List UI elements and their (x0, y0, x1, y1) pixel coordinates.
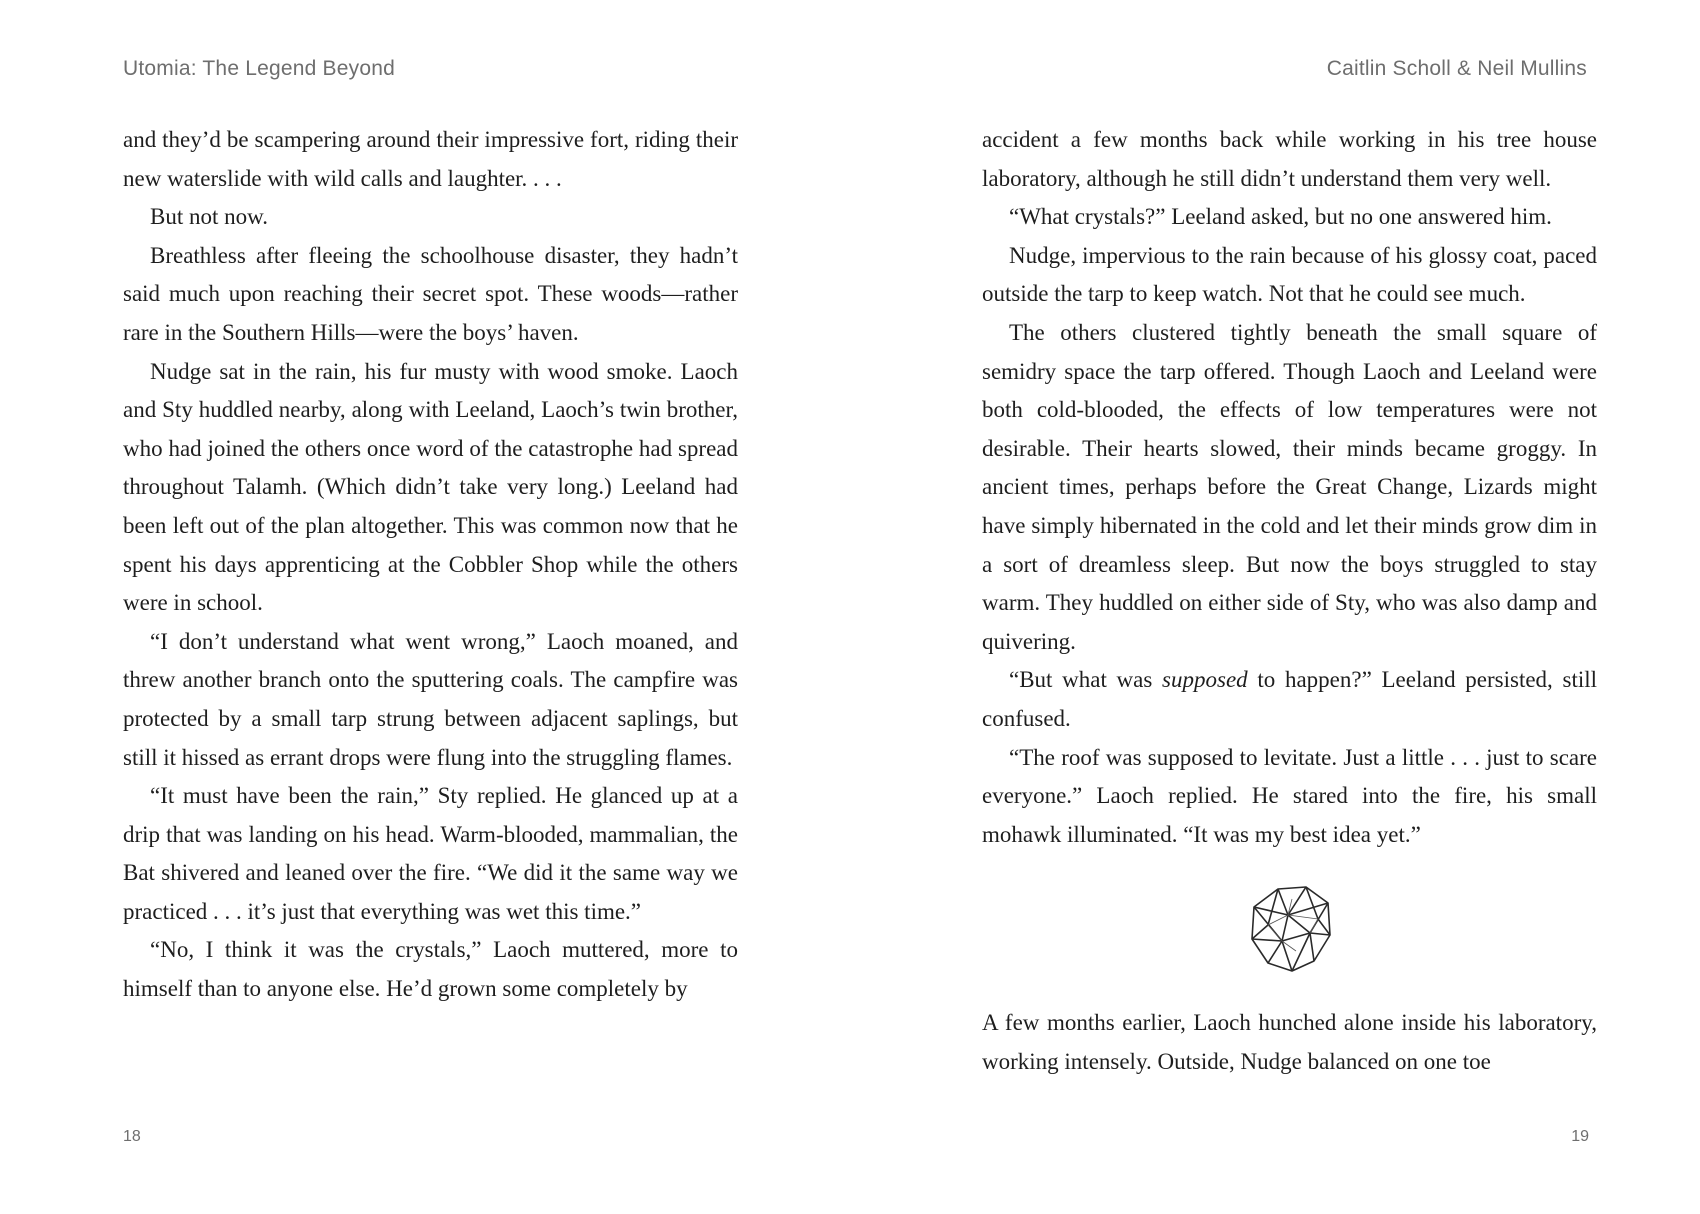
running-head-title: Utomia: The Legend Beyond (123, 57, 395, 80)
paragraph: “What crystals?” Leeland asked, but no one answered him. (1009, 204, 1552, 230)
paragraph: The others clustered tightly beneath the small square of semidry space the tarp offered. Though Laoch and Leeland were both cold-blooded, the effects of low temperatures were not desirable. Their hearts slowed, their minds became groggy. In ancient times, perhaps before the Great Change, Lizards might have simply hibernated in the cold and let their minds grow dim in a sort of dreamless sleep. But now the boys struggled to stay warm. They huddled on either side of Sty, who was also damp and quivering. (982, 319, 1597, 654)
text-run: to happen?” Leeland persisted, still confused. (982, 667, 1598, 731)
italic-text: supposed (1162, 667, 1248, 693)
paragraph: “The roof was supposed to levitate. Just a little . . . just to scare everyone.” Laoch replied. He stared into the fire, his small mohawk illuminated. “It was my best idea yet.” (982, 744, 1597, 847)
paragraph: “I don’t understand what went wrong,” Laoch moaned, and threw another branch onto the sputtering coals. The campfire was protected by a small tarp strung between adjacent saplings, but still it hissed as errant drops were flung into the struggling flames. (123, 628, 738, 770)
paragraph: “No, I think it was the crystals,” Laoch muttered, more to himself than to anyone else. He’d grown some completely by (123, 937, 738, 1002)
paragraph: and they’d be scampering around their impressive fort, riding their new waterslide with wild calls and laughter. . . . (123, 127, 738, 191)
right-page-text (982, 121, 1597, 1081)
page-number: 18 (123, 1128, 141, 1145)
paragraph: But not now. (150, 204, 268, 230)
paragraph (982, 661, 1597, 738)
paragraph: “It must have been the rain,” Sty replied. He glanced up at a drip that was landing on his head. Warm-blooded, mammalian, the Bat shivered and leaned over the fire. “We did it the same way we practiced . . . it’s just that everything was wet this time.” (123, 783, 738, 924)
text-run: “But what was (1009, 667, 1163, 693)
paragraph: accident a few months back while working in his tree house laboratory, although he still didn’t understand them very well. (982, 127, 1597, 191)
crystal-icon (1248, 885, 1332, 973)
paragraph: Nudge, impervious to the rain because of his glossy coat, paced outside the tarp to keep watch. Not that he could see much. (982, 242, 1597, 307)
right-page (850, 0, 1700, 1214)
running-head-authors: Caitlin Scholl & Neil Mullins (1326, 57, 1587, 80)
paragraph: Nudge sat in the rain, his fur musty with wood smoke. Laoch and Sty huddled nearby, along with Leeland, Laoch’s twin brother, who had joined the others once word of the catastrophe had spread throughout Talamh. (Which didn’t take very long.) Leeland had been left out of the plan altogether. This was common now that he spent his days apprenticing at the Cobbler Shop while the others were in school. (123, 358, 738, 616)
page-number: 19 (1571, 1128, 1589, 1145)
paragraph: Breathless after fleeing the schoolhouse disaster, they hadn’t said much upon reaching their secret spot. These woods—rather rare in the Southern Hills—were the boys’ haven. (123, 242, 738, 345)
left-page-text (123, 121, 738, 1009)
paragraph: A few months earlier, Laoch hunched alone inside his laboratory, working intensely. Outside, Nudge balanced on one toe (982, 1010, 1597, 1074)
section-break (982, 854, 1597, 1004)
